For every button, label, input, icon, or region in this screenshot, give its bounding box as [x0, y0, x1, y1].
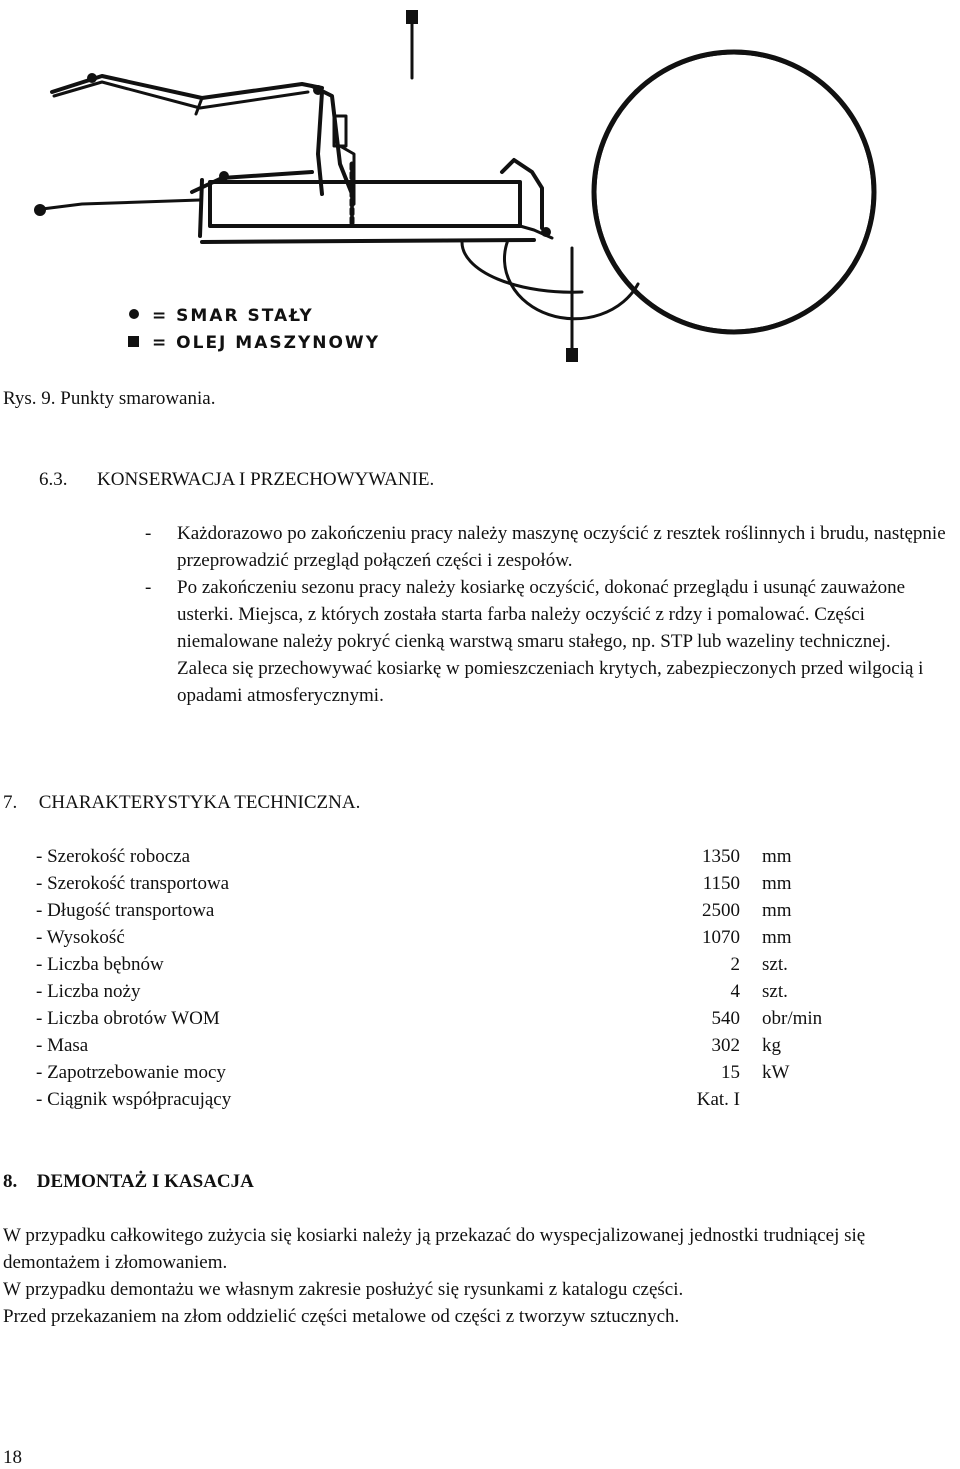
mower-drawing — [22, 4, 890, 376]
spec-unit: kW — [762, 1062, 790, 1083]
spec-label: - Długość transportowa — [36, 900, 215, 921]
spec-value: 1350 — [702, 846, 740, 867]
section-number: 7. — [3, 792, 18, 813]
oil-legend-symbol — [128, 336, 139, 347]
spec-unit: mm — [762, 927, 792, 948]
section-6-3-heading — [39, 469, 434, 491]
paragraph: W przypadku całkowitego zużycia się kosiarki należy ją przekazać do wyspecjalizowanej jednostki trudniącej się demontażem i złomowaniem. — [3, 1225, 866, 1273]
grease-point-marker — [34, 204, 46, 216]
lubrication-diagram — [22, 4, 890, 376]
grease-legend-symbol — [129, 309, 139, 319]
legend-grease-label: = SMAR STAŁY — [152, 306, 314, 326]
section-title: DEMONTAŻ I KASACJA — [36, 1171, 254, 1192]
section-number: 8. — [3, 1171, 18, 1192]
spec-unit: mm — [762, 846, 792, 867]
spec-label: - Liczba bębnów — [36, 954, 164, 975]
diagram-legend — [128, 306, 380, 353]
storage-note: Zaleca się przechowywać kosiarkę w pomieszczeniach krytych, zabezpieczonych przed wilgocią i opadami atmosferycznymi. — [177, 658, 924, 706]
list-item-text: Po zakończeniu sezonu pracy należy kosiarkę oczyścić, dokonać przeglądu i usunąć zauważone usterki. Miejsca, z których została starta farba należy oczyścić z rdzy i pomalować. Części niemalowane należy pokryć cienką warstwą smaru stałego, np. STP lub wazeliny technicznej. — [177, 577, 906, 652]
spec-value: 1070 — [702, 927, 740, 948]
spec-unit: szt. — [762, 954, 788, 975]
list-item — [145, 520, 960, 574]
list-dash: - — [145, 523, 152, 544]
spec-value: 15 — [721, 1062, 740, 1083]
legend-oil-label: = OLEJ MASZYNOWY — [152, 333, 380, 353]
spec-value: 302 — [711, 1035, 740, 1056]
section-number: 6.3. — [39, 469, 68, 490]
spec-unit: szt. — [762, 981, 788, 1002]
list-item-text: Każdorazowo po zakończeniu pracy należy maszynę oczyścić z resztek roślinnych i brudu, następnie przeprowadzić przegląd połączeń części i zespołów. — [177, 523, 946, 571]
paragraph: Przed przekazaniem na złom oddzielić części metalowe od części z tworzyw sztucznych. — [3, 1306, 680, 1327]
spec-value: Kat. I — [696, 1089, 740, 1110]
spec-value: 2 — [730, 954, 740, 975]
spec-value: 1150 — [702, 873, 740, 894]
section-7-heading — [3, 792, 360, 814]
maintenance-list — [145, 520, 960, 709]
spec-value: 540 — [711, 1008, 740, 1029]
spec-unit: kg — [762, 1035, 781, 1056]
section-8-heading — [3, 1171, 254, 1193]
section-title: KONSERWACJA I PRZECHOWYWANIE. — [97, 469, 435, 490]
list-item — [145, 574, 960, 655]
section-title: CHARAKTERYSTYKA TECHNICZNA. — [38, 792, 361, 813]
spec-label: - Zapotrzebowanie mocy — [36, 1062, 226, 1083]
spec-label: - Wysokość — [36, 927, 125, 948]
spec-unit: obr/min — [762, 1008, 823, 1029]
paragraph: W przypadku demontażu we własnym zakresie posłużyć się rysunkami z katalogu części. — [3, 1279, 684, 1300]
spec-label: - Ciągnik współpracujący — [36, 1089, 232, 1110]
spec-label: - Szerokość robocza — [36, 846, 191, 867]
spec-label: - Szerokość transportowa — [36, 873, 230, 894]
list-dash: - — [145, 577, 152, 598]
spec-label: - Liczba noży — [36, 981, 141, 1002]
spec-unit: mm — [762, 900, 792, 921]
spec-unit: mm — [762, 873, 792, 894]
spec-label: - Liczba obrotów WOM — [36, 1008, 220, 1029]
spec-value: 4 — [730, 981, 740, 1002]
spec-label: - Masa — [36, 1035, 89, 1056]
disposal-text — [3, 1222, 953, 1330]
spec-value: 2500 — [702, 900, 740, 921]
figure-caption: Rys. 9. Punkty smarowania. — [3, 388, 216, 409]
page-number: 18 — [3, 1447, 22, 1468]
